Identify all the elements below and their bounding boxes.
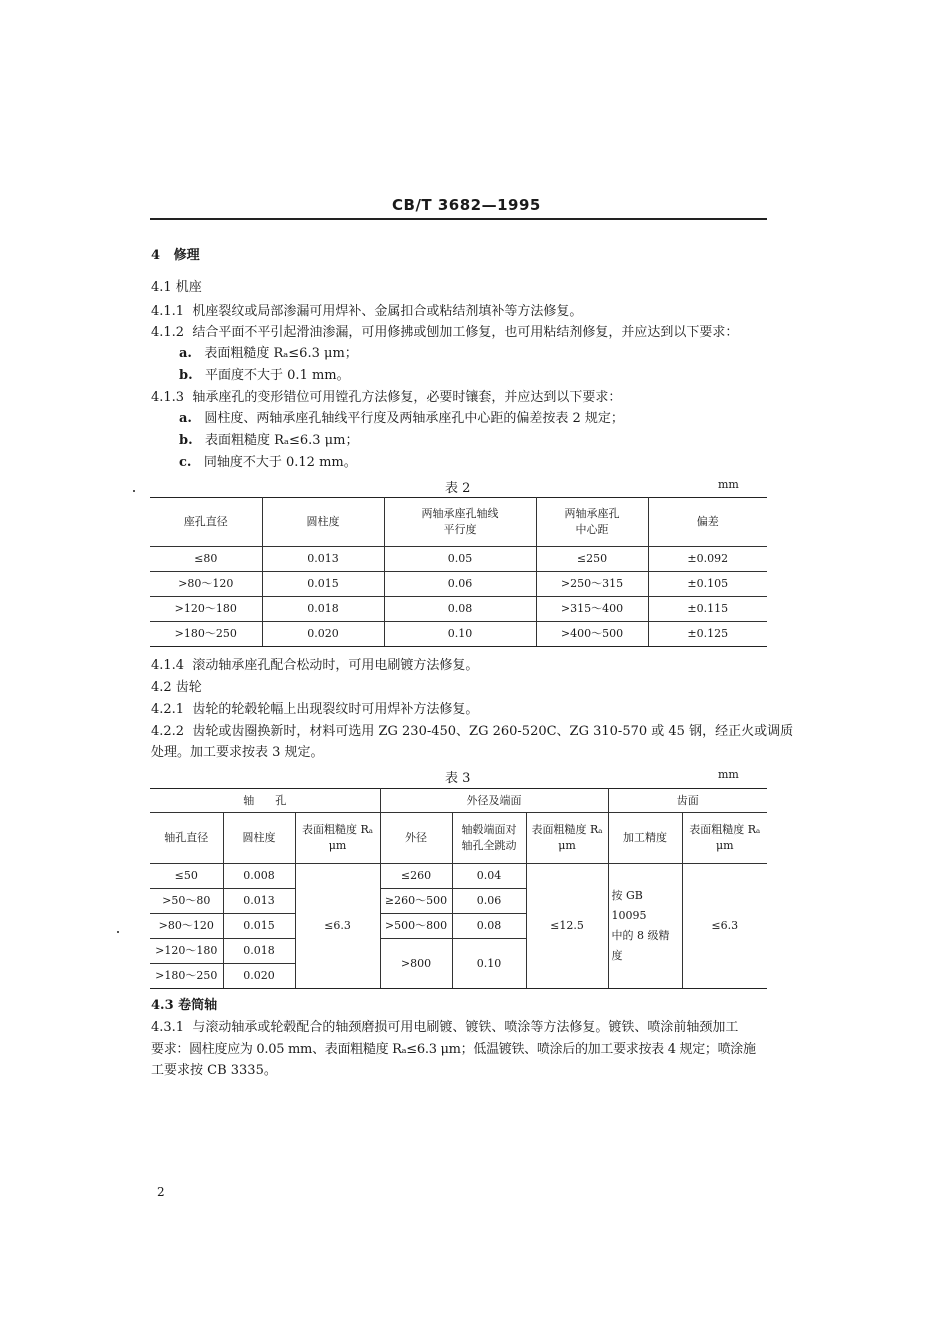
table-3-header-shaft-dia: 轴孔直径: [150, 813, 223, 864]
item-label: a.: [179, 346, 192, 361]
table-3-header-runout: 轴毂端面对 轴孔全跳动: [452, 813, 526, 864]
clause-text: 机座裂纹或局部渗漏可用焊补、金属扣合或粘结剂填补等方法修复。: [192, 304, 583, 319]
table-row: [150, 572, 767, 597]
section-title: [151, 247, 200, 265]
table-cell: >50～80: [150, 889, 223, 914]
item-label: b.: [179, 368, 193, 383]
table-cell: 0.06: [384, 572, 536, 597]
table-cell: ≤250: [536, 547, 648, 572]
table-3-header-precision: 加工精度: [608, 813, 682, 864]
table-cell: >120～180: [150, 597, 262, 622]
table-cell: 0.013: [262, 547, 384, 572]
table-cell: >80～120: [150, 572, 262, 597]
item-text: 平面度不大于 0.1 mm。: [205, 368, 350, 383]
clause-number: 4.1.3: [151, 390, 185, 405]
table-cell: 0.015: [262, 572, 384, 597]
table-3-header-rough3: 表面粗糙度 Rₐ μm: [682, 813, 767, 864]
table-cell: ≤80: [150, 547, 262, 572]
item-4-1-2-b: [179, 367, 350, 385]
table-3-group-shaft: 轴 孔: [150, 789, 380, 813]
clause-text: 齿轮的轮毂轮幅上出现裂纹时可用焊补方法修复。: [192, 702, 479, 717]
table-cell: >250～315: [536, 572, 648, 597]
clause-4-2-2-cont: 处理。加工要求按表 3 规定。: [151, 745, 324, 760]
clause-text: 滚动轴承座孔配合松动时，可用电刷镀方法修复。: [192, 658, 479, 673]
table-row: [150, 597, 767, 622]
clause-4-1-3: [151, 389, 621, 407]
table-3-group-tooth: 齿面: [608, 789, 767, 813]
clause-4-1-4: [151, 657, 478, 675]
clause-text: 与滚动轴承或轮毂配合的轴颈磨损可用电刷镀、镀铁、喷涂等方法修复。镀铁、喷涂前轴颈加工: [192, 1020, 739, 1035]
scan-dot: [117, 931, 119, 933]
item-4-1-3-a: [179, 410, 624, 428]
table-row: [150, 547, 767, 572]
table-cell: >800: [380, 939, 452, 989]
table-cell: 0.013: [223, 889, 295, 914]
table-cell: ±0.105: [648, 572, 767, 597]
table-3-rough3-value: ≤6.3: [682, 864, 767, 989]
table-cell: 0.08: [384, 597, 536, 622]
page-number: 2: [157, 1185, 165, 1199]
table-3-rough1-value: ≤6.3: [295, 864, 380, 989]
clause-text: 结合平面不平引起滑油渗漏，可用修拂或刨加工修复，也可用粘结剂修复，并应达到以下要求：: [192, 325, 739, 340]
clause-4-2-2: [151, 723, 793, 741]
subsection-4-2: 4.2 齿轮: [151, 680, 202, 695]
table-cell: 0.008: [223, 864, 295, 889]
document-code: CB/T 3682—1995: [392, 196, 541, 214]
table-cell: >180～250: [150, 964, 223, 989]
table-cell: >400～500: [536, 622, 648, 647]
table-3-precision-value: 按 GB 10095 中的 8 级精 度: [608, 864, 682, 989]
clause-4-2-1: [151, 701, 478, 719]
clause-4-1-1: [151, 303, 582, 321]
table-cell: ≤260: [380, 864, 452, 889]
table-cell: 0.10: [384, 622, 536, 647]
table-cell: 0.020: [223, 964, 295, 989]
table-2-caption: 表 2: [445, 481, 471, 496]
clause-4-3-1-line3: 工要求按 CB 3335。: [151, 1063, 277, 1078]
table-3-header-rough1: 表面粗糙度 Rₐ μm: [295, 813, 380, 864]
table-2-unit: mm: [718, 478, 739, 491]
table-2-header-center: 两轴承座孔 中心距: [536, 498, 648, 547]
table-2-header-bore: 座孔直径: [150, 498, 262, 547]
item-4-1-2-a: [179, 345, 358, 363]
clause-number: 4.3.1: [151, 1020, 185, 1035]
clause-4-3-1-line2: 要求：圆柱度应为 0.05 mm、表面粗糙度 Rₐ≤6.3 μm；低温镀铁、喷涂后的加工要求按表 4 规定；喷涂施: [151, 1042, 756, 1057]
table-cell: ±0.125: [648, 622, 767, 647]
table-cell: 0.08: [452, 914, 526, 939]
table-2-header-dev: 偏差: [648, 498, 767, 547]
subsection-4-1: 4.1 机座: [151, 280, 202, 295]
table-cell: 0.018: [223, 939, 295, 964]
table-3-header-outer: 外径: [380, 813, 452, 864]
table-cell: >80～120: [150, 914, 223, 939]
section-number: 4: [151, 248, 161, 263]
subsection-4-3: 4.3 卷筒轴: [151, 998, 218, 1013]
clause-text: 轴承座孔的变形错位可用镗孔方法修复，必要时镶套，并应达到以下要求：: [192, 390, 622, 405]
clause-number: 4.2.1: [151, 702, 185, 717]
table-3-caption: 表 3: [445, 771, 471, 786]
table-cell: 0.020: [262, 622, 384, 647]
item-4-1-3-c: [179, 454, 357, 472]
table-2-header-cyl: 圆柱度: [262, 498, 384, 547]
table-cell: 0.018: [262, 597, 384, 622]
table-cell: 0.05: [384, 547, 536, 572]
table-2-header-parallel: 两轴承座孔轴线 平行度: [384, 498, 536, 547]
table-3-header-cyl: 圆柱度: [223, 813, 295, 864]
clause-text: 齿轮或齿圈换新时，材料可选用 ZG 230-450、ZG 260-520C、ZG 310-570 或 45 钢，经正火或调质: [192, 724, 794, 739]
table-cell: >315～400: [536, 597, 648, 622]
table-cell: 0.10: [452, 939, 526, 989]
section-heading: 修理: [173, 248, 200, 263]
table-cell: 0.06: [452, 889, 526, 914]
table-3-rough2-value: ≤12.5: [526, 864, 608, 989]
item-label: a.: [179, 411, 192, 426]
table-row: [150, 864, 767, 889]
item-text: 同轴度不大于 0.12 mm。: [203, 455, 357, 470]
clause-number: 4.1.4: [151, 658, 185, 673]
table-3: [150, 788, 767, 989]
table-cell: ±0.092: [648, 547, 767, 572]
item-text: 圆柱度、两轴承座孔轴线平行度及两轴承座孔中心距的偏差按表 2 规定；: [204, 411, 624, 426]
table-3-unit: mm: [718, 768, 739, 781]
clause-number: 4.2.2: [151, 724, 185, 739]
header-rule: [150, 218, 767, 220]
table-cell: 0.015: [223, 914, 295, 939]
clause-4-1-2: [151, 324, 738, 342]
item-label: b.: [179, 433, 193, 448]
scan-dot: [133, 490, 135, 492]
table-cell: >500～800: [380, 914, 452, 939]
table-cell: ≥260～500: [380, 889, 452, 914]
table-cell: >180～250: [150, 622, 262, 647]
item-4-1-3-b: [179, 432, 358, 450]
clause-number: 4.1.2: [151, 325, 185, 340]
item-text: 表面粗糙度 Rₐ≤6.3 μm；: [204, 346, 358, 361]
clause-4-3-1: [151, 1019, 738, 1037]
table-cell: 0.04: [452, 864, 526, 889]
clause-number: 4.1.1: [151, 304, 185, 319]
item-text: 表面粗糙度 Rₐ≤6.3 μm；: [205, 433, 359, 448]
table-cell: >120～180: [150, 939, 223, 964]
table-cell: ≤50: [150, 864, 223, 889]
table-3-group-outer: 外径及端面: [380, 789, 608, 813]
table-3-header-rough2: 表面粗糙度 Rₐ μm: [526, 813, 608, 864]
item-label: c.: [179, 455, 192, 470]
table-cell: ±0.115: [648, 597, 767, 622]
table-2: [150, 497, 767, 647]
table-row: [150, 622, 767, 647]
